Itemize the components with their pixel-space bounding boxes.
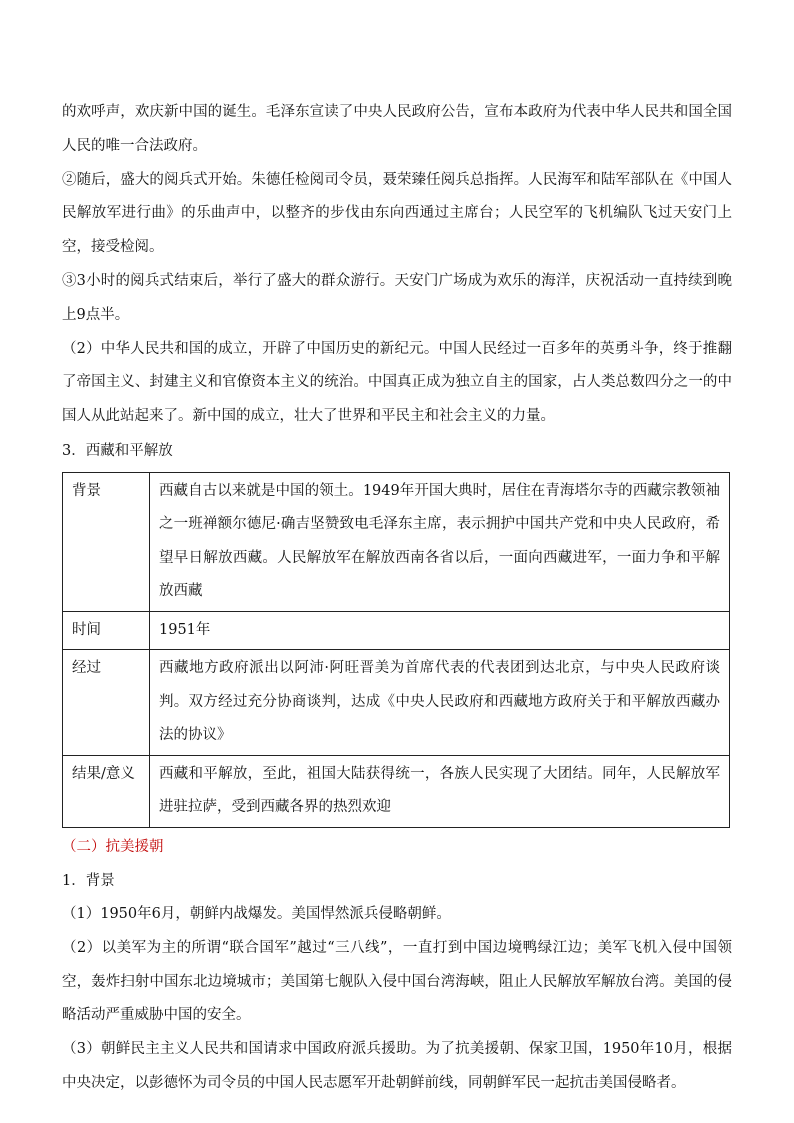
- tibet-info-table: [62, 472, 730, 828]
- table-cell-value: 西藏地方政府派出以阿沛·阿旺晋美为首席代表的代表团到达北京，与中央人民政府谈判。双方经过充分协商谈判，达成《中央人民政府和西藏地方政府关于和平解放西藏办法的协议》: [150, 650, 730, 756]
- paragraph-us-aggression: （2）以美军为主的所谓“联合国军”越过“三八线”，一直打到中国边境鸭绿江边；美军飞机入侵中国领空，轰炸扫射中国东北边境城市；美国第七舰队入侵中国台湾海峡，阻止人民解放军解放台湾。美国的侵略活动严重威胁中国的安全。: [62, 939, 732, 1024]
- table-row: [63, 650, 730, 756]
- subsection-heading-background: 1．背景: [62, 872, 115, 889]
- section-heading-korea: （二）抗美援朝: [62, 838, 164, 855]
- table-cell-label: 经过: [63, 650, 150, 756]
- table-cell-label: 结果/意义: [63, 755, 150, 827]
- table-cell-value: 西藏和平解放，至此，祖国大陆获得统一，各族人民实现了大团结。同年，人民解放军进驻拉萨，受到西藏各界的热烈欢迎: [150, 755, 730, 827]
- paragraph-korean-war-outbreak: （1）1950年6月，朝鲜内战爆发。美国悍然派兵侵略朝鲜。: [62, 905, 451, 922]
- table-row: [63, 472, 730, 611]
- table-row: [63, 611, 730, 650]
- table-row: [63, 755, 730, 827]
- table-cell-label: 背景: [63, 472, 150, 611]
- section-heading-tibet: 3．西藏和平解放: [62, 442, 173, 459]
- paragraph-significance: （2）中华人民共和国的成立，开辟了中国历史的新纪元。中国人民经过一百多年的英勇斗争，终于推翻了帝国主义、封建主义和官僚资本主义的统治。中国真正成为独立自主的国家，占人类总数四分之一的中国人从此站起来了。新中国的成立，壮大了世界和平民主和社会主义的力量。: [62, 340, 732, 425]
- table-cell-value: 西藏自古以来就是中国的领土。1949年开国大典时，居住在青海塔尔寺的西藏宗教领袖之一班禅额尔德尼·确吉坚赞致电毛泽东主席，表示拥护中国共产党和中央人民政府，希望早日解放西藏。人民解放军在解放西南各省以后，一面向西藏进军，一面力争和平解放西藏: [150, 472, 730, 611]
- table-cell-value: 1951年: [150, 611, 730, 650]
- document-page: [62, 96, 732, 1101]
- table-cell-label: 时间: [63, 611, 150, 650]
- paragraph-volunteer-army: （3）朝鲜民主主义人民共和国请求中国政府派兵援助。为了抗美援朝、保家卫国，1950年10月，根据中央决定，以彭德怀为司令员的中国人民志愿军开赴朝鲜前线，同朝鲜军民一起抗击美国侵略者。: [62, 1041, 732, 1091]
- paragraph-mass-parade: ③3小时的阅兵式结束后，举行了盛大的群众游行。天安门广场成为欢乐的海洋，庆祝活动一直持续到晚上9点半。: [62, 272, 732, 323]
- paragraph-military-parade: ②随后，盛大的阅兵式开始。朱德任检阅司令员，聂荣臻任阅兵总指挥。人民海军和陆军部队在《中国人民解放军进行曲》的乐曲声中，以整齐的步伐由东向西通过主席台；人民空军的飞机编队飞过天安门上空，接受检阅。: [62, 171, 732, 256]
- paragraph-founding-ceremony: 的欢呼声，欢庆新中国的诞生。毛泽东宣读了中央人民政府公告，宣布本政府为代表中华人民共和国全国人民的唯一合法政府。: [62, 104, 732, 154]
